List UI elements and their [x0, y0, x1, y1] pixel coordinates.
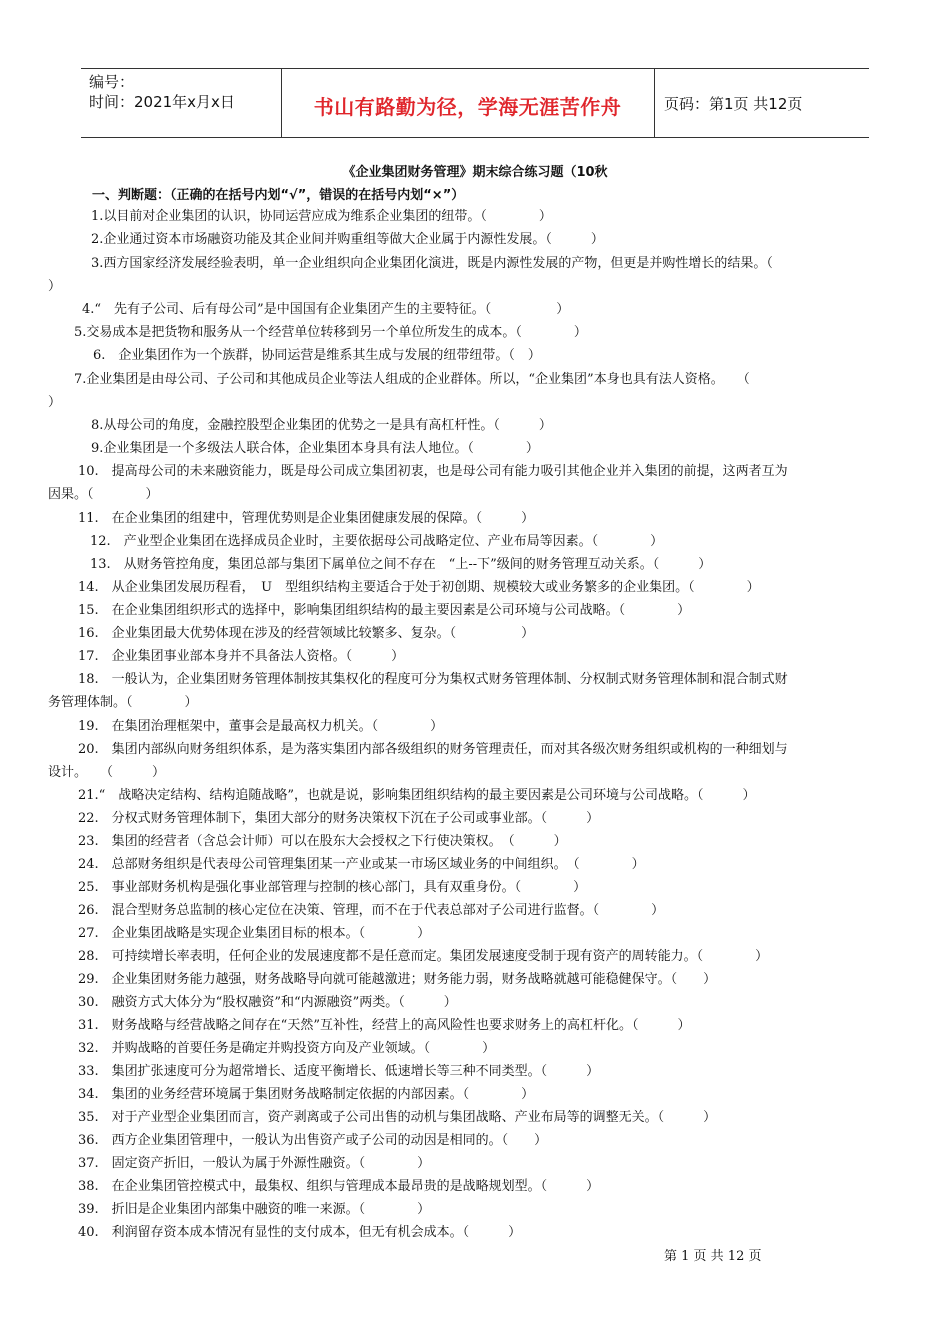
document-number-label: 编号：	[89, 73, 135, 91]
page-code: 页码：第1页 共12页	[664, 95, 803, 113]
question-item: 30. 融资方式大体分为“股权融资”和“内源融资”两类。（ ）	[78, 995, 457, 1010]
question-item: 38. 在企业集团管控模式中，最集权、组织与管理成本最昂贵的是战略规划型。（ ）	[78, 1179, 600, 1194]
question-item: 13. 从财务管控角度，集团总部与集团下属单位之间不存在 “上--下”级间的财务管理互动关系。（ ）	[90, 557, 712, 572]
question-item: 4.“ 先有子公司、后有母公司”是中国国有企业集团产生的主要特征。（ ）	[82, 302, 570, 317]
question-continuation: 因果。（ ）	[48, 487, 159, 502]
question-item: 32. 并购战略的首要任务是确定并购投资方向及产业领域。（ ）	[78, 1041, 496, 1056]
header-left-cell	[81, 69, 282, 137]
document-date: 时间：2021年x月x日	[89, 93, 235, 111]
question-item: 1.以目前对企业集团的认识，协同运营应成为维系企业集团的纽带。（ ）	[91, 209, 552, 224]
page-footer: 第 1 页 共 12 页	[664, 1249, 762, 1264]
question-continuation: 务管理体制。（ ）	[48, 695, 198, 710]
question-item: 6. 企业集团作为一个族群，协同运营是维系其生成与发展的纽带纽带。（ ）	[93, 348, 541, 363]
question-item: 2.企业通过资本市场融资功能及其企业间并购重组等做大企业属于内源性发展。（ ）	[91, 232, 604, 247]
question-item: 27. 企业集团战略是实现企业集团目标的根本。（ ）	[78, 926, 431, 941]
question-item: 8.从母公司的角度，金融控股型企业集团的优势之一是具有高杠杆性。（ ）	[91, 418, 552, 433]
question-continuation: 设计。 （ ）	[48, 765, 166, 780]
question-item: 39. 折旧是企业集团内部集中融资的唯一来源。（ ）	[78, 1202, 431, 1217]
question-item: 15. 在企业集团组织形式的选择中，影响集团组织结构的最主要因素是公司环境与公司战略。（ ）	[78, 603, 691, 618]
question-item: 9.企业集团是一个多级法人联合体，企业集团本身具有法人地位。（ ）	[91, 441, 539, 456]
question-item: 35. 对于产业型企业集团而言，资产剥离或子公司出售的动机与集团战略、产业布局等的调整无关。（ ）	[78, 1110, 717, 1125]
question-item: 29. 企业集团财务能力越强，财务战略导向就可能越激进；财务能力弱，财务战略就越可能稳健保守。（ ）	[78, 972, 717, 987]
question-item: 17. 企业集团事业部本身并不具备法人资格。（ ）	[78, 649, 405, 664]
question-continuation: ）	[48, 395, 62, 410]
question-item: 37. 固定资产折旧，一般认为属于外源性融资。（ ）	[78, 1156, 431, 1171]
question-item: 31. 财务战略与经营战略之间存在“天然”互补性，经营上的高风险性也要求财务上的高杠杆化。（ ）	[78, 1018, 691, 1033]
question-item: 28. 可持续增长率表明，任何企业的发展速度都不是任意而定。集团发展速度受制于现有资产的周转能力。（ ）	[78, 949, 769, 964]
question-item: 24. 总部财务组织是代表母公司管理集团某一产业或某一市场区域业务的中间组织。 （ ）	[78, 857, 645, 872]
question-item: 10. 提高母公司的未来融资能力，既是母公司成立集团初衷，也是母公司有能力吸引其他企业并入集团的前提，这两者互为	[78, 464, 788, 479]
question-item: 33. 集团扩张速度可分为超常增长、适度平衡增长、低速增长等三种不同类型。（ ）	[78, 1064, 600, 1079]
header-right-cell	[654, 69, 869, 137]
header-motto: 书山有路勤为径，学海无涯苦作舟	[313, 95, 622, 119]
section-heading: 一、判断题：（正确的在括号内划“√”，错误的在括号内划“×”）	[92, 188, 465, 203]
question-item: 20. 集团内部纵向财务组织体系，是为落实集团内部各级组织的财务管理责任，而对其各级次财务组织或机构的一种细划与	[78, 742, 788, 757]
question-item: 23. 集团的经营者（含总会计师）可以在股东大会授权之下行使决策权。 （ ）	[78, 834, 567, 849]
question-item: 18. 一般认为，企业集团财务管理体制按其集权化的程度可分为集权式财务管理体制、分权制式财务管理体制和混合制式财	[78, 672, 788, 687]
question-continuation: ）	[48, 279, 62, 294]
question-item: 25. 事业部财务机构是强化事业部管理与控制的核心部门，具有双重身份。（ ）	[78, 880, 587, 895]
question-item: 11. 在企业集团的组建中，管理优势则是企业集团健康发展的保障。（ ）	[78, 511, 535, 526]
question-item: 36. 西方企业集团管理中，一般认为出售资产或子公司的动因是相同的。（ ）	[78, 1133, 548, 1148]
question-item: 40. 利润留存资本成本情况有显性的支付成本，但无有机会成本。（ ）	[78, 1225, 522, 1240]
question-item: 14. 从企业集团发展历程看， U 型组织结构主要适合于处于初创期、规模较大或业务繁多的企业集团。（ ）	[78, 580, 760, 595]
question-item: 3.西方国家经济发展经验表明，单一企业组织向企业集团化演进，既是内源性发展的产物，但更是并购性增长的结果。（	[91, 256, 773, 271]
question-item: 12. 产业型企业集团在选择成员企业时，主要依据母公司战略定位、产业布局等因素。（ ）	[90, 534, 664, 549]
question-item: 21.“ 战略决定结构、结构追随战略”，也就是说，影响集团组织结构的最主要因素是公司环境与公司战略。（ ）	[78, 788, 756, 803]
question-item: 19. 在集团治理框架中，董事会是最高权力机关。（ ）	[78, 719, 444, 734]
question-item: 26. 混合型财务总监制的核心定位在决策、管理，而不在于代表总部对子公司进行监督。（ ）	[78, 903, 665, 918]
question-item: 22. 分权式财务管理体制下，集团大部分的财务决策权下沉在子公司或事业部。（ ）	[78, 811, 600, 826]
question-item: 7.企业集团是由母公司、子公司和其他成员企业等法人组成的企业群体。所以，“企业集团”本身也具有法人资格。 （	[74, 372, 750, 387]
question-item: 5.交易成本是把货物和服务从一个经营单位转移到另一个单位所发生的成本。（ ）	[74, 325, 587, 340]
question-item: 16. 企业集团最大优势体现在涉及的经营领域比较繁多、复杂。（ ）	[78, 626, 535, 641]
header-middle-cell	[281, 69, 655, 137]
page-header	[81, 68, 869, 138]
document-title: 《企业集团财务管理》期末综合练习题（10秋	[342, 165, 608, 180]
question-item: 34. 集团的业务经营环境属于集团财务战略制定依据的内部因素。（ ）	[78, 1087, 535, 1102]
